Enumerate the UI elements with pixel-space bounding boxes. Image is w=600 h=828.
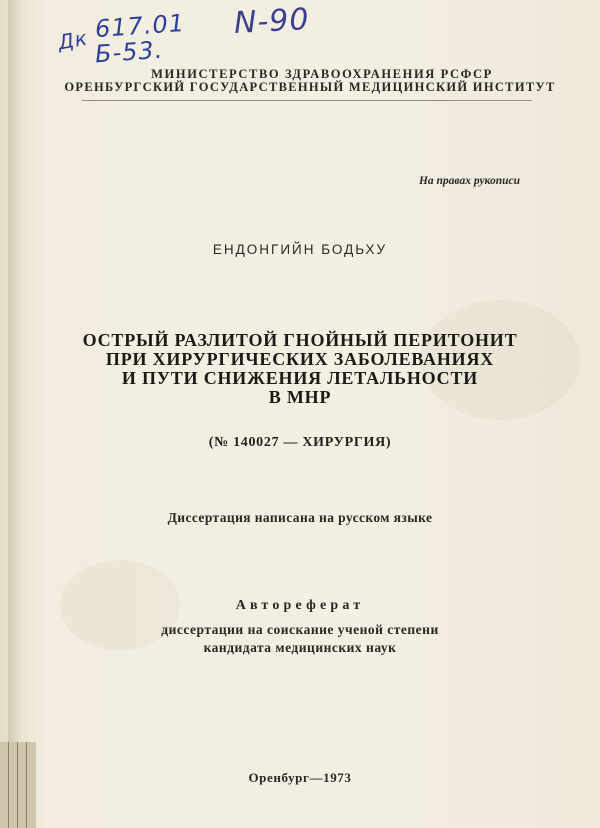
handwritten-classification-code: 617.01 [94, 8, 186, 44]
specialty-code: (№ 140027 — ХИРУРГИЯ) [208, 435, 392, 450]
ministry-header: МИНИСТЕРСТВО ЗДРАВООХРАНЕНИЯ РСФСР [151, 67, 493, 81]
abstract-description-line: диссертации на соискание ученой степени [161, 622, 439, 637]
handwritten-code-prefix: Дк [56, 25, 90, 55]
handwritten-inventory-number: N-90 [233, 2, 311, 41]
rights-note: На правах рукописи [418, 175, 520, 187]
header-divider [82, 100, 532, 101]
title-line: И ПУТИ СНИЖЕНИЯ ЛЕТАЛЬНОСТИ [121, 368, 479, 388]
language-note: Диссертация написана на русском языке [167, 510, 433, 525]
place-and-year: Оренбург—1973 [248, 770, 352, 785]
abstract-description-line: кандидата медицинских наук [203, 640, 397, 655]
page-fold-shadow [8, 0, 22, 828]
handwritten-shelf-code: Б-53. [94, 35, 165, 69]
title-line: В МНР [268, 387, 332, 407]
institute-header: ОРЕНБУРГСКИЙ ГОСУДАРСТВЕННЫЙ МЕДИЦИНСКИЙ ИНСТИТУТ [64, 80, 556, 94]
author-name: ЕНДОНГИЙН БОДЬХУ [212, 242, 388, 257]
title-line: ПРИ ХИРУРГИЧЕСКИХ ЗАБОЛЕВАНИЯХ [105, 349, 495, 369]
title-line: ОСТРЫЙ РАЗЛИТОЙ ГНОЙНЫЙ ПЕРИТОНИТ [82, 330, 518, 350]
abstract-label: Автореферат [235, 598, 365, 613]
